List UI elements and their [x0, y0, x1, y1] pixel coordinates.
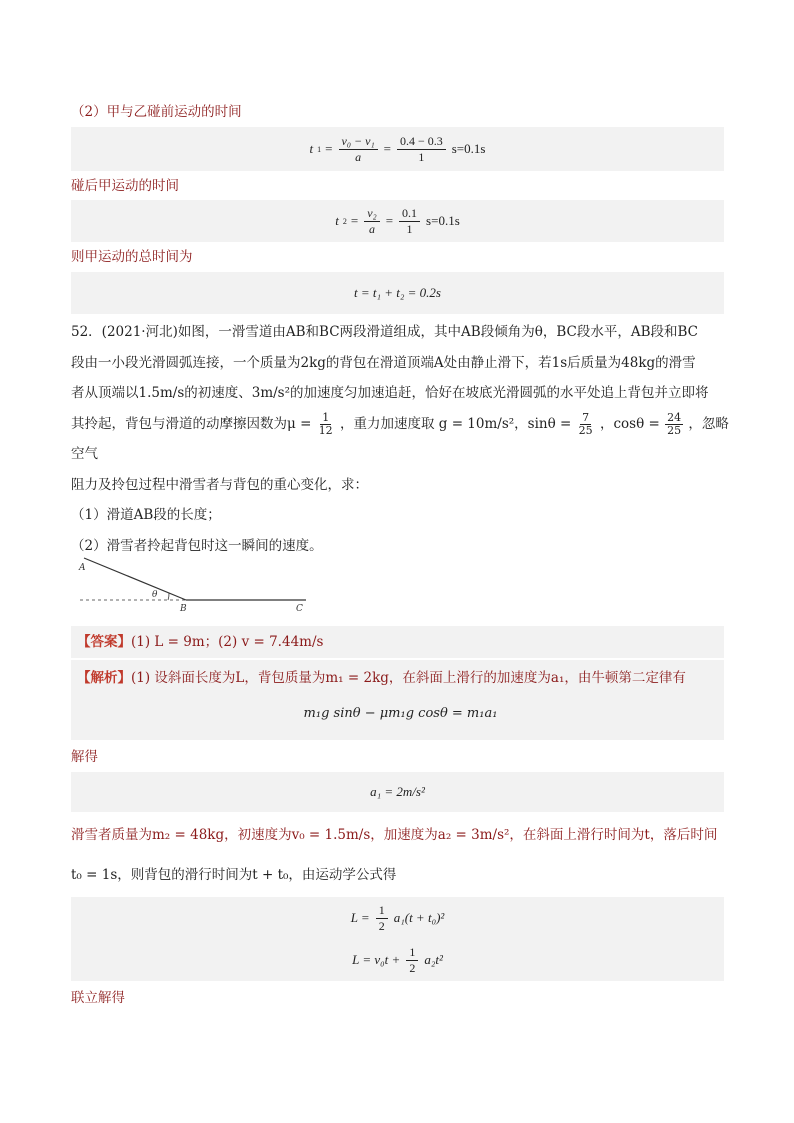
problem-line-5: 阻力及拎包过程中滑雪者与背包的重心变化，求：	[71, 476, 368, 493]
analysis-box	[71, 660, 724, 740]
equation-t2: t 2 = $\frac{\text{v₂}}{a}$ = $\frac{0.1}{1}$ s=0.1s	[335, 205, 460, 236]
mu-fraction: $\frac{1}{12}$	[318, 410, 333, 437]
eq-t2-frac1: $\frac{\text{v₂}}{a}$	[364, 207, 380, 236]
equation-a1: a₁ = 2m/s²	[370, 784, 425, 799]
label-c: C	[296, 604, 303, 614]
total-time-label: 则甲运动的总时间为	[71, 249, 193, 265]
equation-L2: L = v₀t + $\frac{1}{2}$ a₂t²	[352, 944, 443, 975]
problem-line-1: 52．(2021·河北)如图，一滑雪道由AB和BC两段滑道组成，其中AB段倾角为θ，BC段水平，AB段和BC	[71, 324, 698, 340]
slope-ab-line	[84, 558, 186, 600]
eq-t1-frac1: $\frac{\text{v₀ − v₁}}{a}$	[339, 135, 378, 164]
eq-t1-frac2: $\frac{0.4 - 0.3}{1}$	[397, 135, 446, 164]
equation-t2-box	[71, 200, 724, 242]
part2-label: （2）甲与乙碰前运动的时间	[71, 104, 242, 120]
question-2: （2）滑雪者拎起背包时这一瞬间的速度。	[71, 537, 323, 554]
analysis-tag: 【解析】	[77, 670, 131, 686]
skier-line-2: t₀ = 1s，则背包的滑行时间为t + t₀，由运动学公式得	[71, 867, 397, 883]
problem-line-3: 者从顶端以1.5m/s的初速度、3m/s²的加速度匀加速追赶，恰好在坡底光滑圆弧的水平处追上背包并立即将	[71, 385, 709, 401]
slope-diagram	[76, 553, 316, 615]
equation-L-box	[71, 897, 724, 981]
eq-t1-lhs-sub: 1	[317, 144, 322, 154]
problem-52	[71, 317, 731, 561]
analysis-text: (1) 设斜面长度为L，背包质量为m₁ = 2kg，在斜面上滑行的加速度为a₁，由牛顿第二定律有	[131, 670, 686, 686]
equation-a1-box	[71, 772, 724, 812]
angle-arc	[168, 593, 169, 600]
sin-fraction: $\frac{7}{25}$	[578, 410, 593, 437]
label-a: A	[79, 563, 86, 573]
combine-label: 联立解得	[71, 990, 125, 1006]
equation-L1: L = $\frac{1}{2}$ a₁(t + t₀)²	[350, 902, 445, 933]
eq-t1-lhs: t	[309, 141, 314, 156]
answer-text: (1) L = 9m；(2) v = 7.44m/s	[131, 634, 324, 650]
solve-label: 解得	[71, 749, 98, 765]
question-1: （1）滑道AB段的长度；	[71, 507, 221, 523]
equation-t1: t 1 = $\frac{\text{v₀ − v₁}}{a}$ = $\frac{0.4 - 0.3}{1}$ s=0.1s	[309, 133, 486, 164]
label-b: B	[180, 604, 187, 614]
answer-row	[71, 626, 724, 658]
cos-fraction: $\frac{24}{25}$	[667, 410, 682, 437]
skier-line-1: 滑雪者质量为m₂ = 48kg，初速度为v₀ = 1.5m/s，加速度为a₂ = 3m/s²，在斜面上滑行时间为t，落后时间	[71, 827, 718, 843]
equation-total: t = t₁ + t₂ = 0.2s	[353, 285, 441, 300]
after-collision-label: 碰后甲运动的时间	[71, 178, 179, 194]
eq-t1-result: s=0.1s	[451, 141, 486, 156]
eq-t2-frac2: $\frac{0.1}{1}$	[399, 207, 420, 236]
answer-tag: 【答案】	[77, 634, 131, 650]
analysis-line	[77, 660, 724, 696]
problem-line-4: 其拎起，背包与滑道的动摩擦因数为μ = $\frac{1}{12}$ ，重力加速度取 g = 10m/s²，sinθ = $\frac{7}{25}$ ，cosθ = $\frac{24}{25}$ ，忽略空气	[71, 410, 729, 462]
problem-line-2: 段由一小段光滑圆弧连接，一个质量为2kg的背包在滑道顶端A处由静止滑下，若1s后质量为48kg的滑雪	[71, 354, 696, 371]
label-theta: θ	[152, 590, 158, 600]
equation-t1-box	[71, 127, 724, 171]
newton-equation: m₁g sinθ − μm₁g cosθ = m₁a₁	[303, 706, 498, 721]
equation-total-box	[71, 272, 724, 314]
